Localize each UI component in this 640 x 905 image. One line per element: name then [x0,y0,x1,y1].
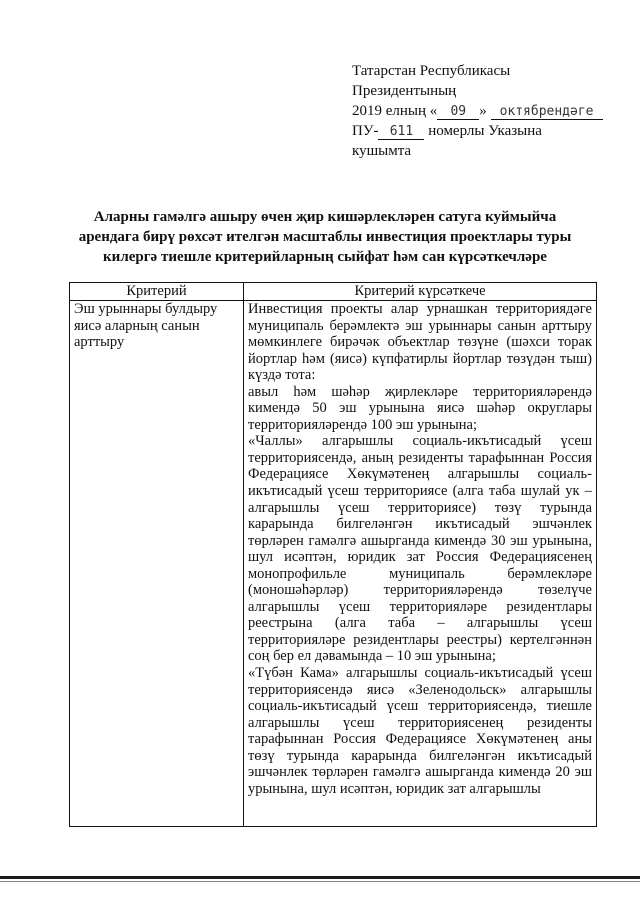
indicator-cell [244,301,597,827]
scan-edge-line [0,876,640,879]
annex-day-suffix: » [479,103,487,119]
annex-line-president: Президентының [352,83,457,99]
annex-month: октябрендәге [491,104,603,120]
criteria-table [69,282,597,827]
annex-day: 09 [437,104,479,120]
table-header-row [70,283,597,301]
annex-line-date [352,101,612,121]
annex-decree-number: 611 [378,124,424,140]
header-criterion: Критерий [70,283,244,301]
header-indicator: Критерий күрсәткече [244,283,597,301]
criterion-text: Эш урыннары булдыру яисә аларның санын арттыру [74,301,218,351]
annex-line-appendix: кушымта [352,143,412,159]
scan-edge-line-light [0,881,640,882]
indicator-paragraph: авыл һәм шәһәр җирлекләре территорияләрендә кимендә 50 эш урынына яисә шәһәр округлары территорияләрендә 100 эш урынына; [248,383,592,433]
indicator-paragraph: «Чаллы» алгарышлы социаль-икътисадый үсеш территориясендә, аның резиденты тарафыннан Россия Федерациясе Хөкүмәтенең алгарышлы социаль-икътисадый үсеш территориясе (алга таба шулай ук – алгарышлы үсеш территориясе) төзү турында карарында билгеләнгән икътисадый эшчәнлек төрләрен гамәлгә ашырганда кимендә 30 эш урынына, шул исәптән, юридик зат Россия Федерациясенең монопрофильле муниципаль берәмлекләре (моношәһәрләр) территорияләрендә төзелүче алгарышлы үсеш территорияләре резидентлары реестрына (алга таба – алгарышлы үсеш территорияләре резидентлары реестры) кертелгәннән соң бер ел дәвамында – 10 эш урынына; [248,433,592,665]
annex-stamp [352,61,612,161]
indicator-paragraph: «Түбән Кама» алгарышлы социаль-икътисадый үсеш территориясендә яисә «Зеленодольск» алгарышлы социаль-икътисадый үсеш территориясендә, тиешле алгарышлы үсеш территориясенең резиденты тарафыннан Россия Федерациясе Хөкүмәтенең аны төзү турында карарында билгеләнгән икътисадый эшчәнлек төрләрен гамәлгә ашырганда кимендә 20 эш урынына, шул исәптән, юридик зат алгарышлы [248,665,592,797]
annex-year-prefix: 2019 елның « [352,103,438,119]
annex-line-decree [352,121,612,141]
document-title: Аларны гамәлгә ашыру өчен җир кишәрлекләрен сатуга куймыйча арендага бирү рөхсәт ителгән масштаблы инвестиция проектлары туры килергә тиешле критерийларның сыйфат һәм сан күрсәткечләре [78,209,572,265]
annex-decree-prefix: ПУ- [352,123,379,139]
indicator-text [248,301,592,826]
annex-line-republic: Татарстан Республикасы [352,63,511,79]
criterion-cell [70,301,244,827]
annex-decree-suffix: номерлы Указына [428,123,542,139]
table-row [70,301,597,827]
indicator-paragraph: Инвестиция проекты алар урнашкан территориядәге муниципаль берәмлектә эш урыннары санын арттыру мөмкинлеге бирәчәк объектлар төзүне (шәхси торак йортлар һәм (яисә) күпфатирлы йортлар төзүдән тыш) күздә тота: [248,301,592,384]
